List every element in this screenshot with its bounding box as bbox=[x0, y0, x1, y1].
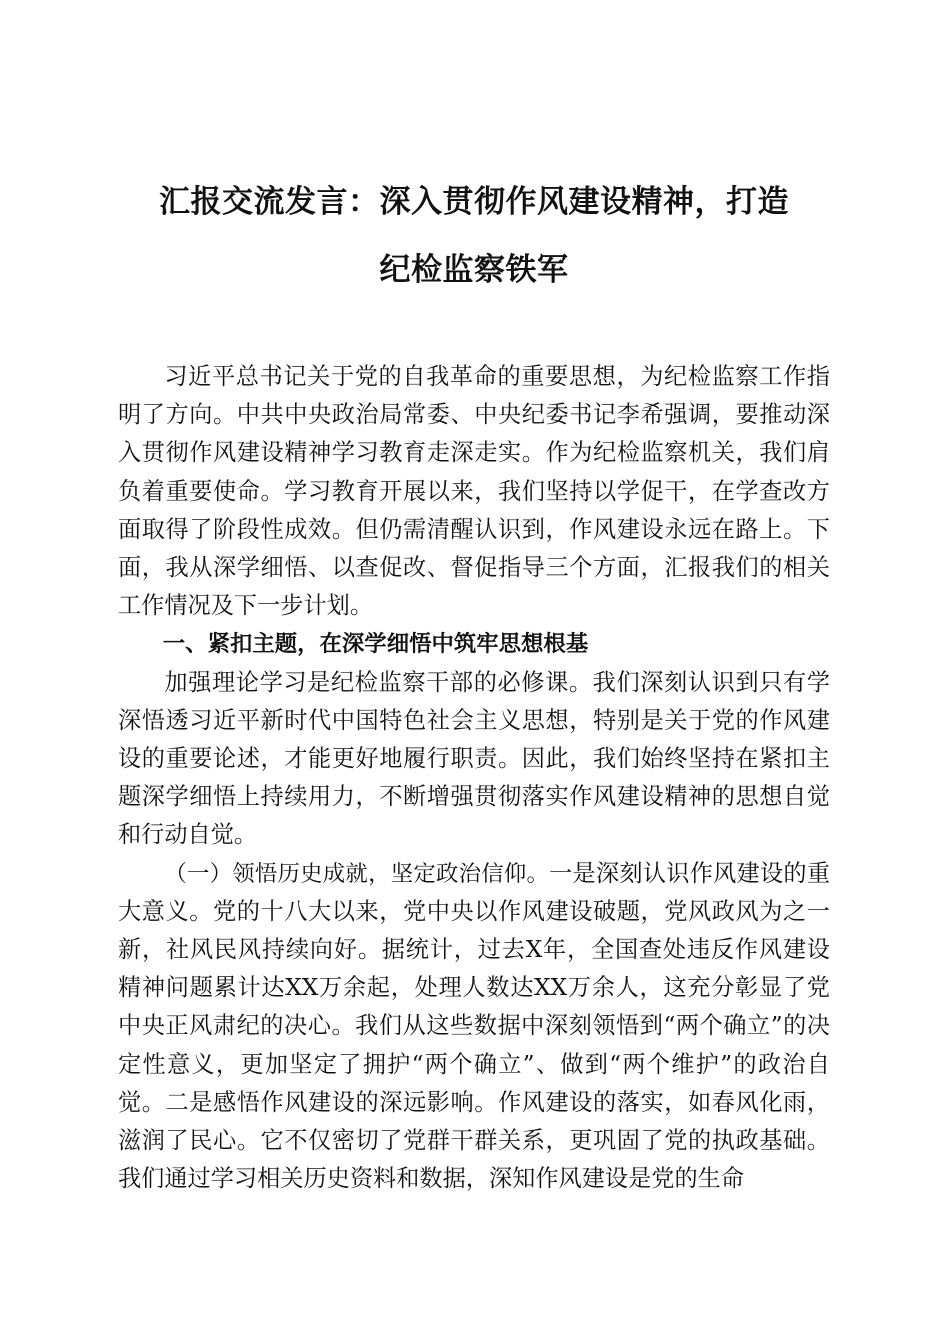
intro-paragraph: 习近平总书记关于党的自我革命的重要思想，为纪检监察工作指明了方向。中共中央政治局常委、中央纪委书记李希强调，要推动深入贯彻作风建设精神学习教育走深走实。作为纪检监察机关，我们肩负着重要使命。学习教育开展以来，我们坚持以学促干，在学查改方面取得了阶段性成效。但仍需清醒认识到，作风建设永远在路上。下面，我从深学细悟、以查促改、督促指导三个方面，汇报我们的相关工作情况及下一步计划。 bbox=[118, 363, 830, 620]
subsection-1-text: 一是深刻认识作风建设的重大意义。党的十八大以来，党中央以作风建设破题，党风政风为之一新，社风民风持续向好。据统计，过去X年，全国查处违反作风建设精神问题累计达XX万余起，处理人数达XX万余人，这充分彰显了党中央正风肃纪的决心。我们从这些数据中深刻领悟到“两个确立”的决定性意义，更加坚定了拥护“两个确立”、做到“两个维护”的政治自觉。二是感悟作风建设的深远影响。作风建设的落实，如春风化雨，滋润了民心。它不仅密切了党群干群关系，更巩固了党的执政基础。我们通过学习相关历史资料和数据，深知作风建设是党的生命 bbox=[118, 859, 831, 1193]
section-heading-1: 一、紧扣主题，在深学细悟中筑牢思想根基 bbox=[162, 631, 589, 658]
title-line-1: 汇报交流发言：深入贯彻作风建设精神，打造 bbox=[159, 184, 789, 220]
section-1-paragraph: 加强理论学习是纪检监察干部的必修课。我们深刻认识到只有学深悟透习近平新时代中国特色社会主义思想，特别是关于党的作风建设的重要论述，才能更好地履行职责。因此，我们始终坚持在紧扣主题深学细悟上持续用力，不断增强贯彻落实作风建设精神的思想自觉和行动自觉。 bbox=[118, 668, 830, 849]
subsection-1-paragraph bbox=[118, 855, 830, 1199]
document-body bbox=[118, 358, 830, 1198]
title-line-2: 纪检监察铁军 bbox=[379, 252, 569, 288]
subsection-1-lead: （一）领悟历史成就，坚定政治信仰。 bbox=[164, 860, 550, 887]
document-title bbox=[118, 168, 830, 304]
